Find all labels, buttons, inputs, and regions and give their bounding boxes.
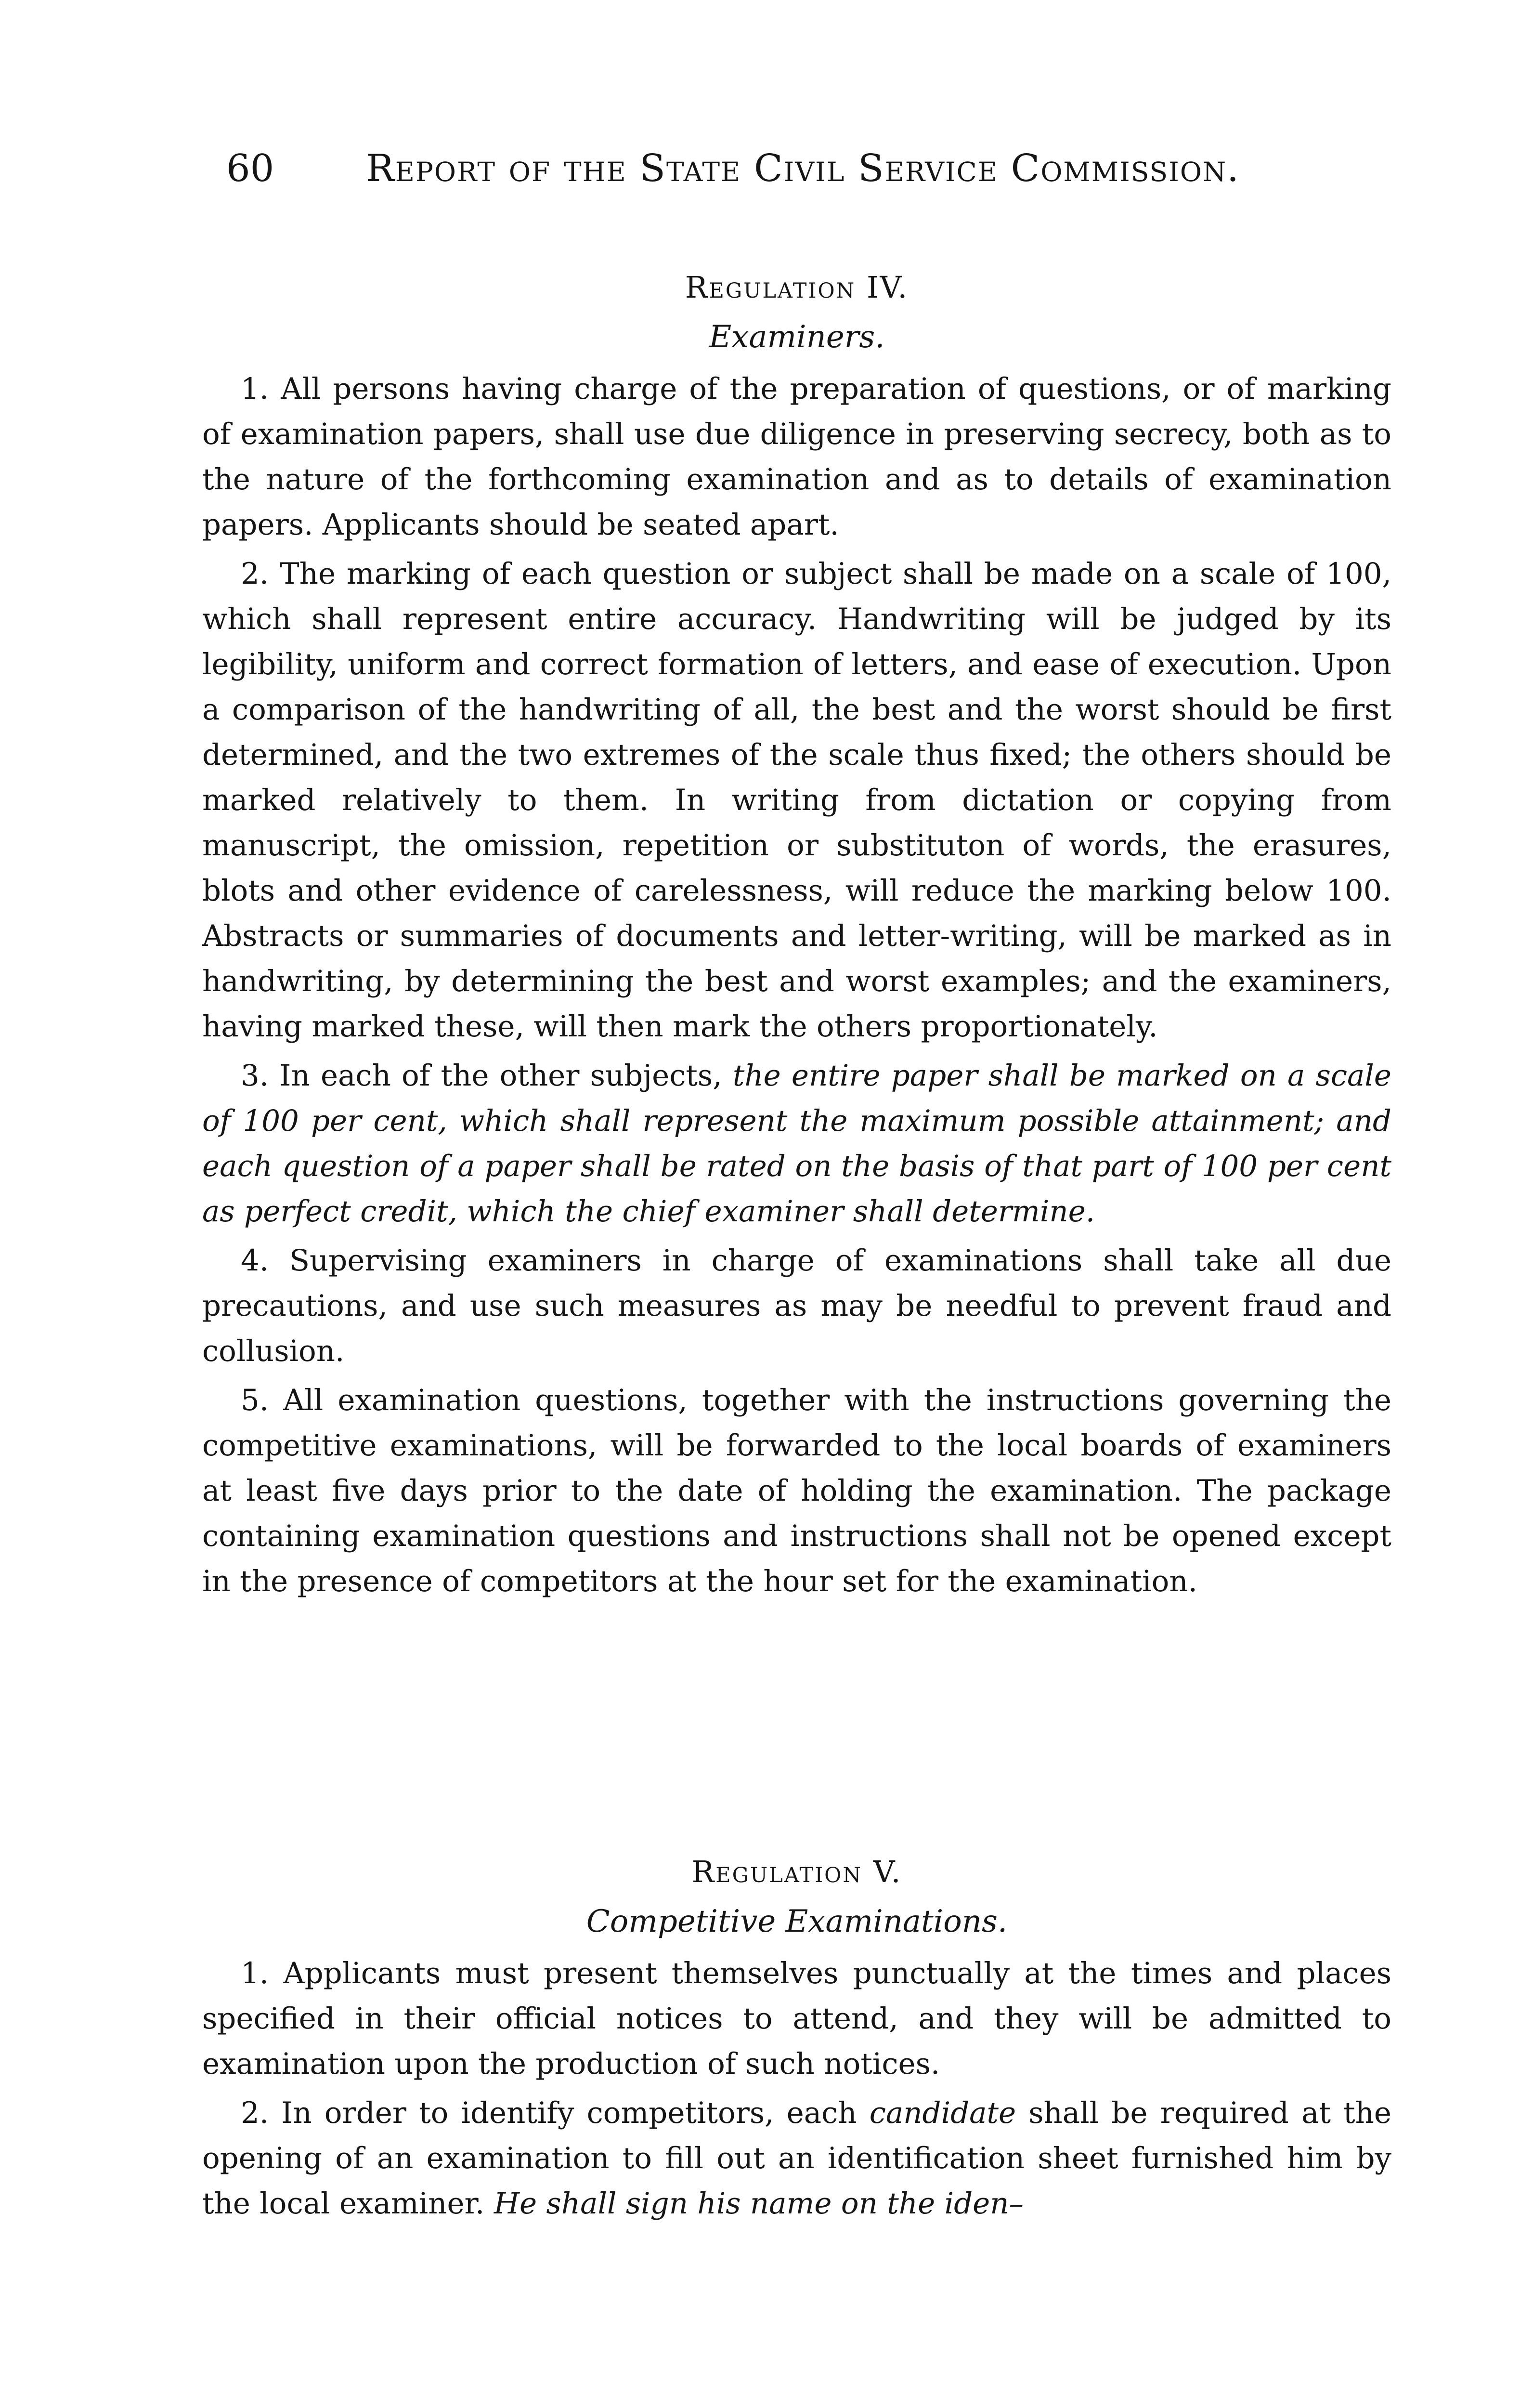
- page-header: [226, 144, 1310, 193]
- paragraph-text: 2. In order to identify competitors, each: [241, 2096, 870, 2130]
- paragraph-text: 5. All examination questions, together with the instructions governing the competitive examinations, will be forwarded to the local boards of examiners at least five days prior to the date of holding the examination. The package containing examination questions and instructions shall not be opened except in the presence of competitors at the hour set for the examination.: [202, 1383, 1391, 1598]
- paragraph: [202, 366, 1391, 548]
- paragraph-text: 1. All persons having charge of the preparation of questions, or of marking of examination papers, shall use due diligence in preserving secrecy, both as to the nature of the forthcoming examination and as to details of examination papers. Applicants should be seated apart.: [202, 372, 1391, 542]
- section-subheading: Competitive Examinations.: [586, 1904, 1008, 1939]
- paragraph: [202, 1238, 1391, 1374]
- paragraph-text: 3. In each of the other subjects,: [241, 1059, 733, 1093]
- paragraph-italic-text: He shall sign his name on the iden–: [494, 2186, 1024, 2221]
- paragraph: [202, 1378, 1391, 1604]
- paragraph-italic-text: candidate: [869, 2096, 1016, 2130]
- paragraph-italic-text: the entire paper shall be marked on a scale of 100 per cent, which shall represent the maximum possible attainment; and each question of a paper shall be rated on the basis of that part of 100 per cent as perfect credit, which the chief examiner shall determine.: [202, 1059, 1392, 1229]
- section-heading: Regulation IV.: [685, 270, 909, 305]
- page-number: 60: [226, 147, 274, 190]
- paragraph: [202, 2091, 1391, 2226]
- paragraph: [202, 1053, 1391, 1234]
- paragraph: [202, 551, 1391, 1049]
- regulation-iv-section: [202, 270, 1391, 1608]
- paragraph-text: 4. Supervising examiners in charge of examinations shall take all due precautions, and use such measures as may be needful to prevent fraud and collusion.: [202, 1243, 1391, 1368]
- section-subheading: Examiners.: [709, 319, 885, 355]
- running-title: Report of the State Civil Service Commission.: [366, 147, 1240, 190]
- section-heading: Regulation V.: [691, 1854, 902, 1889]
- regulation-v-section: [202, 1854, 1391, 2230]
- paragraph: [202, 1951, 1391, 2087]
- paragraph-text: shall be required at the opening of an examination to fill out an identification sheet furnished him by the local examiner.: [202, 2096, 1391, 2221]
- paragraph-text: 1. Applicants must present themselves punctually at the times and places specified in their official notices to attend, and they will be admitted to examination upon the production of such notices.: [202, 1956, 1391, 2081]
- paragraph-text: 2. The marking of each question or subject shall be made on a scale of 100, which shall represent entire accuracy. Handwriting will be judged by its legibility, uniform and correct formation of letters, and ease of execution. Upon a comparison of the handwriting of all, the best and the worst should be first determined, and the two extremes of the scale thus fixed; the others should be marked relatively to them. In writing from dictation or copying from manuscript, the omission, repetition or substituton of words, the erasures, blots and other evidence of carelessness, will reduce the marking below 100. Abstracts or summaries of documents and letter-writing, will be marked as in handwriting, by determining the best and worst examples; and the examiners, having marked these, will then mark the others proportionately.: [202, 557, 1391, 1044]
